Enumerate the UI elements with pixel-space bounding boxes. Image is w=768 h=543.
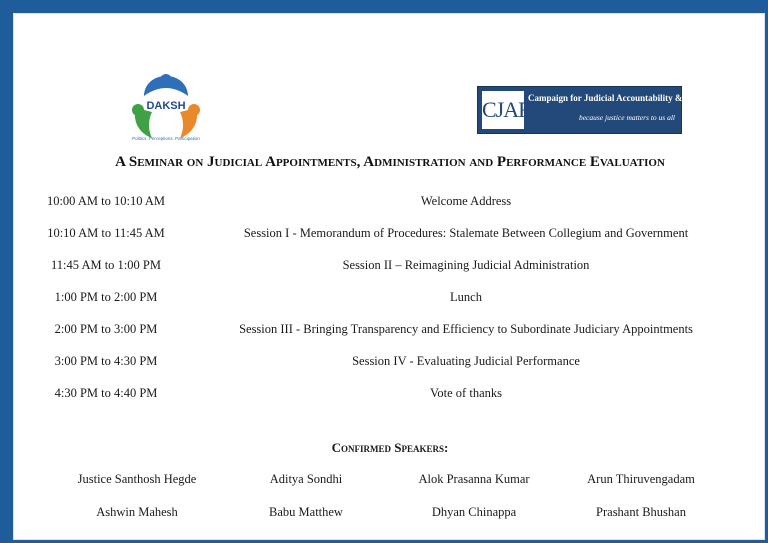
cjar-logo	[477, 86, 751, 134]
speaker-name: Alok Prasanna Kumar	[418, 472, 530, 486]
schedule-time: 3:00 PM to 4:30 PM	[54, 354, 158, 368]
schedule-time: 1:00 PM to 2:00 PM	[54, 290, 158, 304]
speaker-name: Babu Matthew	[269, 505, 343, 519]
schedule-time: 4:30 PM to 4:40 PM	[54, 386, 158, 400]
speaker-name: Dhyan Chinappa	[431, 505, 517, 519]
daksh-wordmark: DAKSH	[146, 100, 186, 112]
schedule-time: 10:10 AM to 11:45 AM	[47, 226, 165, 240]
schedule-row	[14, 258, 766, 278]
speaker-name: Justice Santhosh Hegde	[77, 472, 197, 486]
schedule-event: Session IV - Evaluating Judicial Performance	[352, 354, 580, 368]
cjar-name: Campaign for Judicial Accountability & Judicial Reforms	[528, 93, 751, 103]
schedule-event: Vote of thanks	[430, 386, 502, 400]
schedule-row	[14, 354, 766, 374]
schedule-event: Lunch	[450, 290, 482, 304]
speaker-name: Ashwin Mahesh	[96, 505, 178, 519]
schedule-event: Session I - Memorandum of Procedures: Stalemate Between Collegium and Government	[243, 226, 689, 240]
schedule-row	[14, 386, 766, 406]
schedule-time: 2:00 PM to 3:00 PM	[54, 322, 158, 336]
daksh-tagline: Politics. Perceptions. Participation	[132, 136, 200, 141]
speaker-name: Aditya Sondhi	[269, 472, 343, 486]
cjar-mark: CJAR	[482, 91, 524, 129]
seminar-title: A Seminar on Judicial Appointments, Administration and Performance Evaluation	[115, 154, 665, 170]
schedule-row	[14, 322, 766, 342]
schedule-time: 10:00 AM to 10:10 AM	[46, 194, 166, 208]
schedule-row	[14, 226, 766, 246]
schedule-event: Welcome Address	[420, 194, 512, 208]
flyer	[13, 13, 765, 540]
cjar-tagline: because justice matters to us all	[578, 113, 675, 122]
schedule-row	[14, 194, 766, 214]
speaker-name: Arun Thiruvengadam	[587, 472, 695, 486]
schedule-event: Session III - Bringing Transparency and Efficiency to Subordinate Judiciary Appointments	[239, 322, 693, 336]
speaker-name: Prashant Bhushan	[596, 505, 686, 519]
speakers-heading: Confirmed Speakers:	[331, 440, 449, 455]
schedule-row	[14, 290, 766, 310]
schedule-time: 11:45 AM to 1:00 PM	[51, 258, 161, 272]
schedule-event: Session II – Reimagining Judicial Administration	[342, 258, 590, 272]
